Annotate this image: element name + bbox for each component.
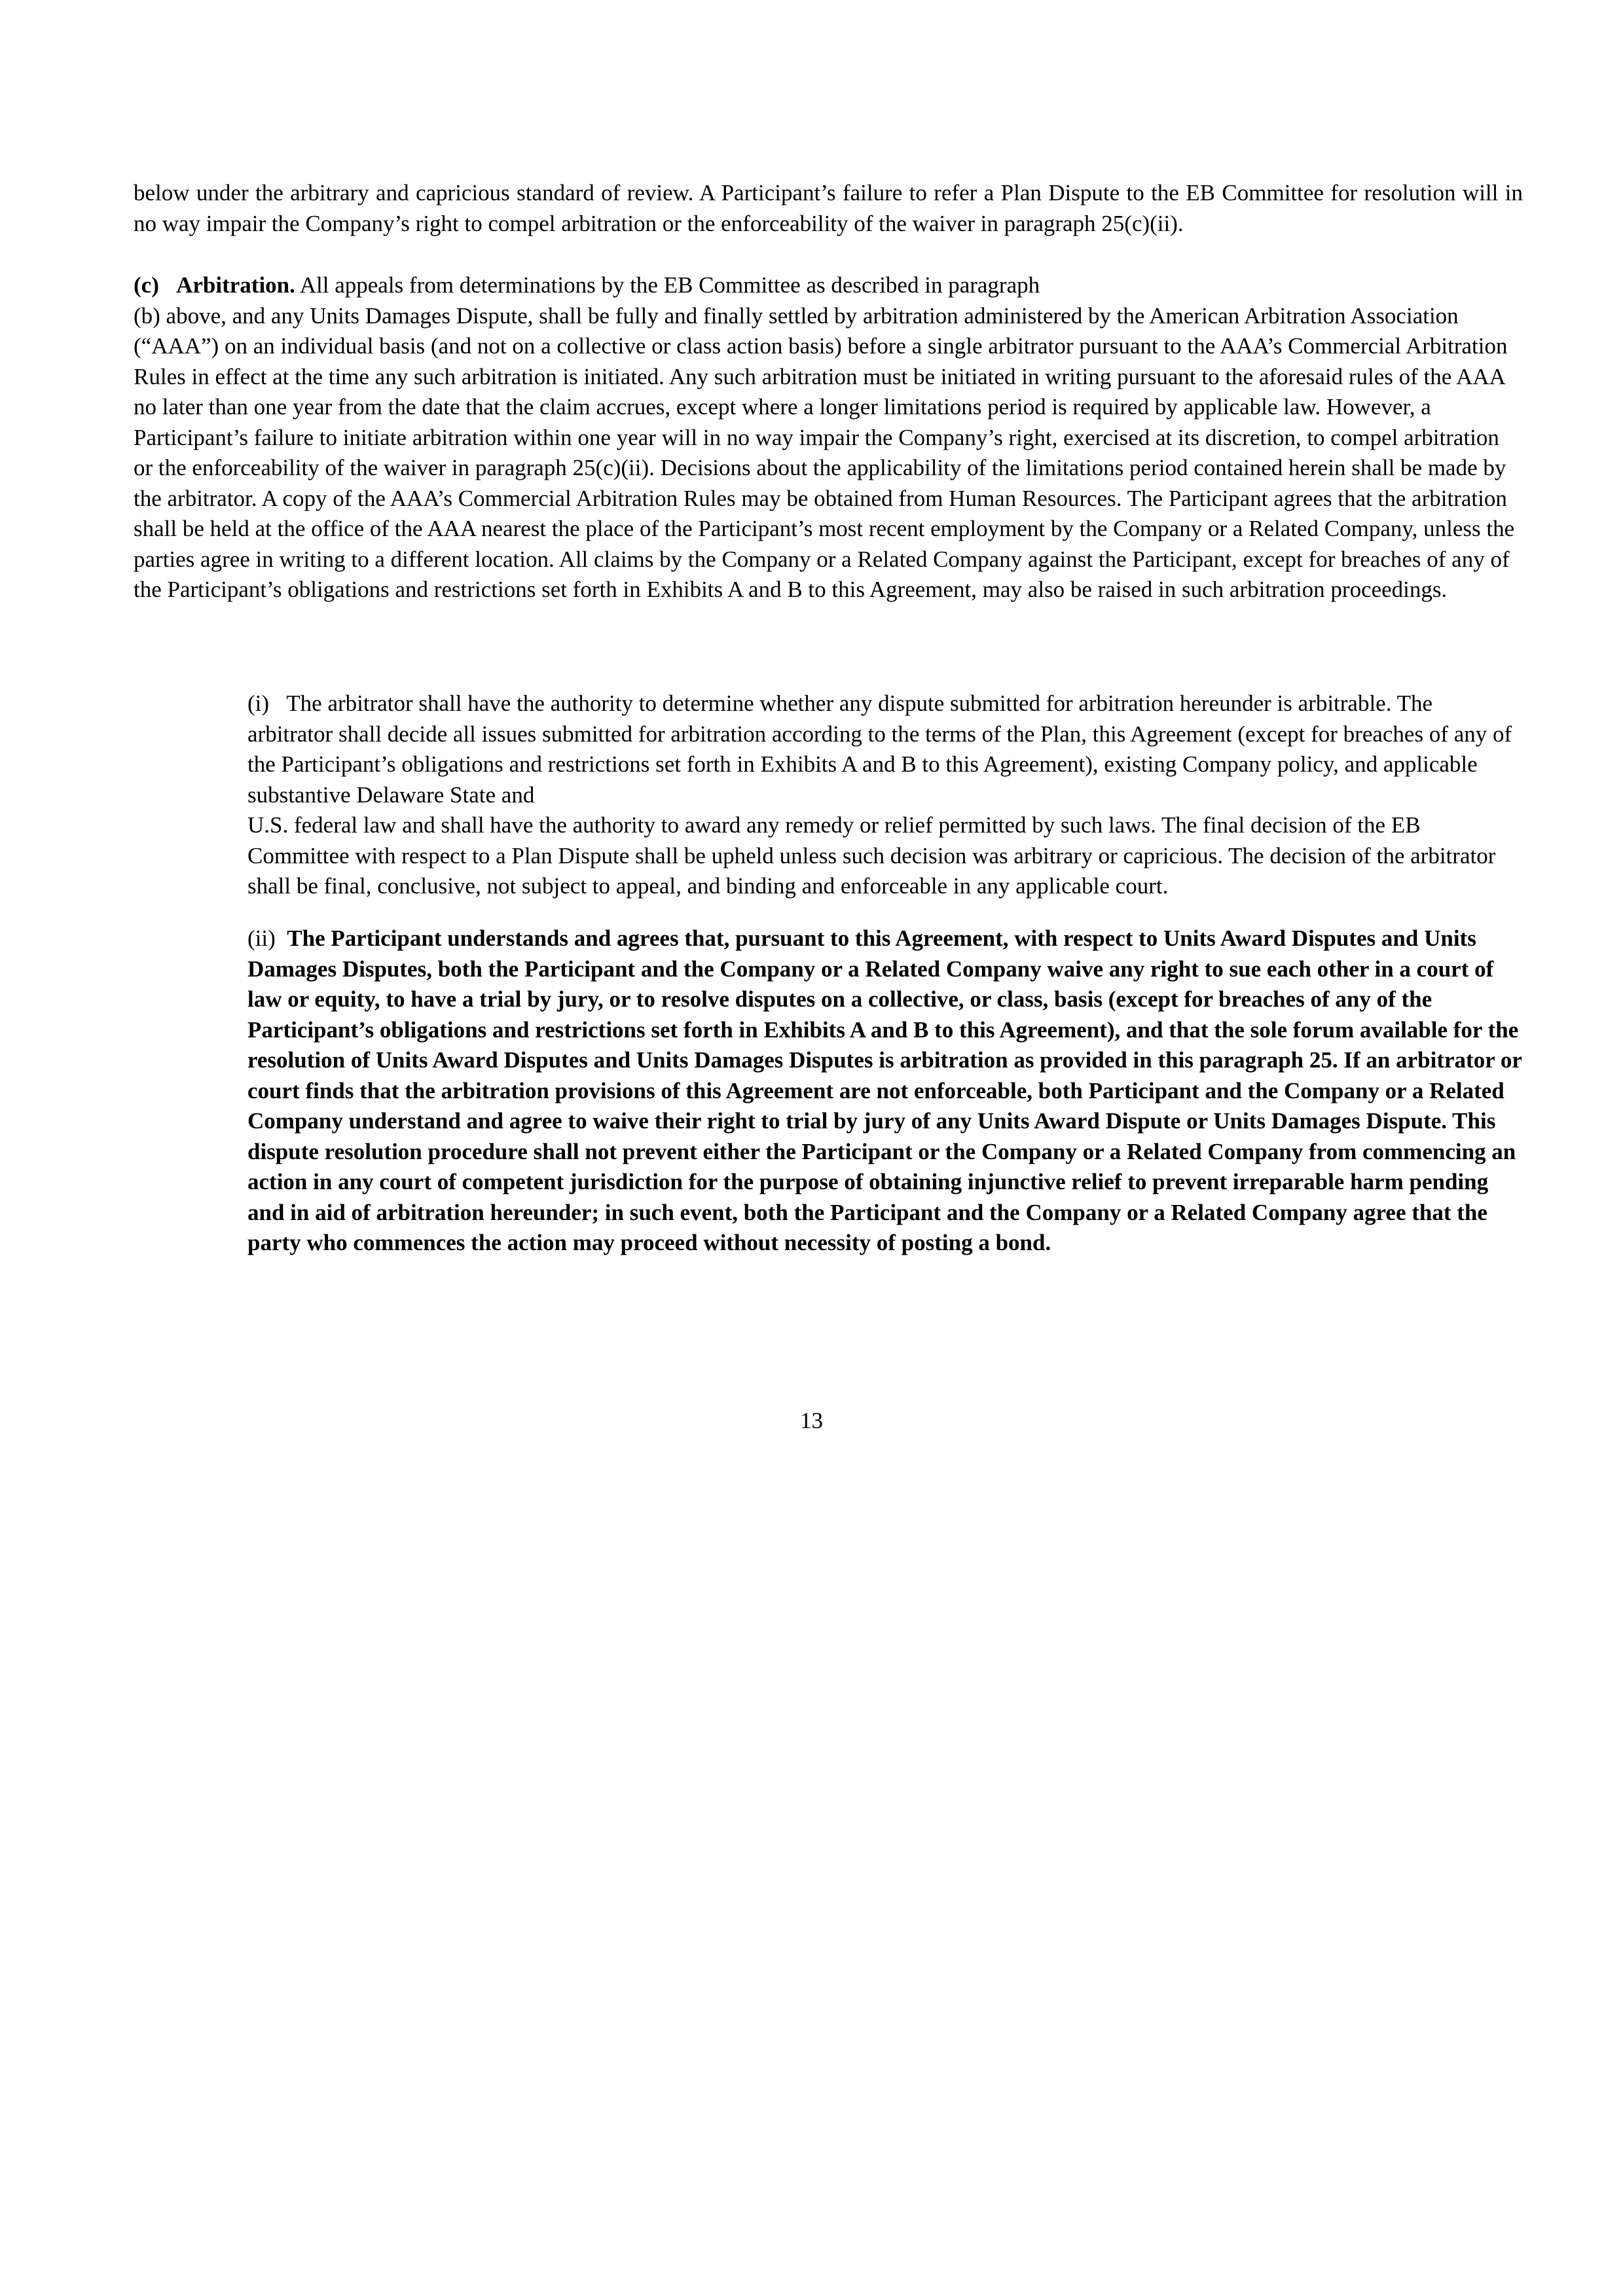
subsection-ii-text: The Participant understands and agrees that, pursuant to this Agreement, with respect to Units Award Disputes and Units Damages Disputes, both the Participant and the Company or a Related Company waive any right to sue each other in a court of law or equity, to have a trial by jury, or to resolve disputes on a collective, or class, basis (except for breaches of any of the Participant’s obligations and restrictions set forth in Exhibits A and B to this Agreement), and that the sole forum available for the resolution of Units Award Disputes and Units Damages Disputes is arbitration as provided in this paragraph 25. If an arbitrator or court finds that the arbitration provisions of this Agreement are not enforceable, both Participant and the Company or a Related Company understand and agree to waive their right to trial by jury of any Units Award Dispute or Units Damages Dispute. This dispute resolution procedure shall not prevent either the Participant or the Company or a Related Company from commencing an action in any court of competent jurisdiction for the purpose of obtaining injunctive relief to prevent irreparable harm pending and in aid of arbitration hereunder; in such event, both the Participant and the Company or a Related Company agree that the party who commences the action may proceed without necessity of posting a bond. [247, 925, 1522, 1255]
subsection-i-label: (i) [247, 691, 270, 716]
section-c-lead-text: All appeals from determinations by the EB Committee as described in paragraph [299, 272, 1040, 298]
section-c-heading: Arbitration. [176, 272, 295, 298]
subsection-ii-label: (ii) [247, 925, 276, 951]
section-c-label: (c) [134, 272, 159, 298]
page-number: 13 [800, 1408, 823, 1433]
intro-paragraph: below under the arbitrary and capricious standard of review. A Participant’s failure to refer a Plan Dispute to the EB Committee for resolution will in no way impair the Company’s right to compel arbitration or the enforceability of the waiver in paragraph 25(c)(ii). [134, 180, 1523, 236]
subsection-i-text-part2: U.S. federal law and shall have the authority to award any remedy or relief permitted by such laws. The final decision of the EB Committee with respect to a Plan Dispute shall be upheld unless such decision was arbitrary or capricious. The decision of the arbitrator shall be final, conclusive, not subject to appeal, and binding and enforceable in any applicable court. [247, 812, 1496, 899]
section-c-body: (b) above, and any Units Damages Dispute, shall be fully and finally settled by arbitration administered by the American Arbitration Association (“AAA”) on an individual basis (and not on a collective or class action basis) before a single arbitrator pursuant to the AAA’s Commercial Arbitration Rules in effect at the time any such arbitration is initiated. Any such arbitration must be initiated in writing pursuant to the aforesaid rules of the AAA no later than one year from the date that the claim accrues, except where a longer limitations period is required by applicable law. However, a Participant’s failure to initiate arbitration within one year will in no way impair the Company’s right, exercised at its discretion, to compel arbitration or the enforceability of the waiver in paragraph 25(c)(ii). Decisions about the applicability of the limitations period contained herein shall be made by the arbitrator. A copy of the AAA’s Commercial Arbitration Rules may be obtained from Human Resources. The Participant agrees that the arbitration shall be held at the office of the AAA nearest the place of the Participant’s most recent employment by the Company or a Related Company, unless the parties agree in writing to a different location. All claims by the Company or a Related Company against the Participant, except for breaches of any of the Participant’s obligations and restrictions set forth in Exhibits A and B to this Agreement, may also be raised in such arbitration proceedings. [134, 302, 1515, 602]
subsection-i-text-part1: The arbitrator shall have the authority to determine whether any dispute submitted for arbitration hereunder is arbitrable. The arbitrator shall decide all issues submitted for arbitration according to the terms of the Plan, this Agreement (except for breaches of any of the Participant’s obligations and restrictions set forth in Exhibits A and B to this Agreement), existing Company policy, and applicable substantive Delaware State and [247, 691, 1512, 808]
subsection-ii-paragraph [247, 924, 1523, 1259]
subsection-i-paragraph [247, 689, 1523, 902]
section-c-lead-line [134, 270, 1523, 301]
section-c-paragraph [134, 270, 1523, 605]
